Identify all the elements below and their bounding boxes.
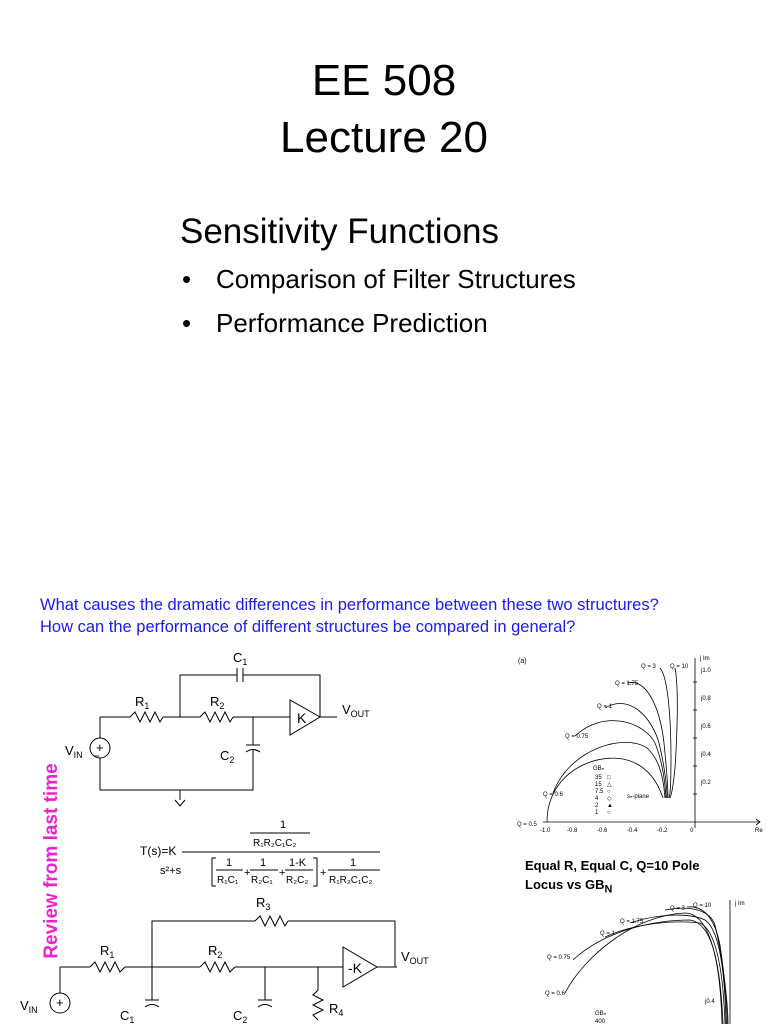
svg-text:R₁C₁: R₁C₁	[217, 875, 239, 886]
svg-text:Re: Re	[755, 828, 763, 834]
svg-text:(a): (a)	[518, 658, 527, 665]
svg-text:j1.0: j1.0	[701, 668, 711, 674]
svg-text:j0.4: j0.4	[701, 752, 711, 758]
svg-text:j Im: j Im	[700, 656, 710, 662]
svg-text:R1: $R_1$	[135, 694, 150, 711]
svg-text:R2: $R_2$	[208, 943, 223, 960]
circuit-diagram-2	[15, 895, 445, 1024]
svg-text:+: +	[279, 867, 286, 879]
svg-text:Q = 0.6: Q = 0.6	[543, 792, 563, 798]
svg-text:7.5: 7.5	[595, 789, 604, 795]
svg-text:Q = 0.75: Q = 0.75	[565, 734, 589, 740]
svg-text:Q = 10: Q = 10	[693, 903, 712, 909]
svg-text:+: +	[56, 995, 64, 1010]
svg-text:Q = 0.5: Q = 0.5	[517, 822, 537, 828]
svg-text:Q = 10: Q = 10	[670, 664, 689, 670]
svg-text:j0.4: j0.4	[705, 999, 715, 1005]
svg-text:Q = 1: Q = 1	[600, 931, 615, 937]
svg-text:R₂C₁: R₂C₁	[251, 875, 273, 886]
svg-text:1: 1	[595, 810, 599, 816]
svg-text:C1: $C_1$	[233, 650, 248, 667]
svg-text:R4: $R_4$	[329, 1001, 344, 1018]
svg-text:C1: $C_1$	[120, 1008, 135, 1024]
svg-text:R₁R₂C₁C₂: R₁R₂C₁C₂	[253, 838, 297, 849]
review-question: What causes the dramatic differences in performance between these two structures? How can the performance of different structures be compared in general?	[40, 596, 659, 636]
svg-text:15: 15	[595, 782, 602, 788]
svg-text:○: ○	[607, 810, 611, 816]
bullet-item: • Performance Prediction	[182, 308, 488, 338]
svg-text:Q = 1.75: Q = 1.75	[620, 919, 644, 925]
svg-text:−: −	[93, 749, 101, 763]
svg-text:j0.8: j0.8	[701, 696, 711, 702]
svg-text:2: 2	[595, 803, 599, 809]
pole-locus-plot-1	[515, 648, 768, 838]
svg-text:Q = 1.75: Q = 1.75	[615, 681, 639, 687]
svg-text:R2: $R_2$	[210, 694, 225, 711]
svg-text:VIN: $V_{IN}$	[65, 743, 83, 760]
svg-text:-0.6: -0.6	[597, 828, 608, 834]
svg-text:□: □	[607, 775, 611, 781]
svg-text:VOUT: $V_{OUT}$	[401, 949, 429, 966]
svg-text:C2: $C_2$	[220, 748, 235, 765]
section-heading: Sensitivity Functions	[180, 212, 500, 251]
svg-text:j Im: j Im	[735, 901, 745, 907]
svg-text:R₂C₂: R₂C₂	[286, 875, 309, 886]
bullet-item: • Comparison of Filter Structures	[182, 264, 576, 294]
svg-text:VOUT: $V_{OUT}$	[342, 702, 370, 719]
title-lecture: Lecture 20	[280, 113, 488, 162]
svg-text:R1: $R_1$	[100, 943, 115, 960]
svg-text:Q = 0.75: Q = 0.75	[547, 955, 571, 961]
svg-text:T(s)=K: T(s)=K	[140, 844, 177, 858]
svg-text:◇: ◇	[607, 796, 612, 802]
svg-text:+: +	[320, 867, 327, 879]
svg-text:○: ○	[607, 789, 611, 795]
svg-text:s²+s: s²+s	[160, 865, 182, 877]
svg-text:1: 1	[260, 857, 267, 869]
circuit-diagram-1	[55, 640, 395, 820]
svg-text:VIN: $V_{IN}$	[20, 998, 38, 1015]
pole-locus-plot-2	[515, 895, 768, 1024]
svg-text:-K: -K	[348, 960, 362, 976]
svg-text:sₙ-plane: sₙ-plane	[627, 794, 650, 800]
svg-text:-1.0: -1.0	[540, 828, 551, 834]
svg-text:△: △	[607, 782, 612, 788]
svg-text:-0.2: -0.2	[657, 828, 668, 834]
svg-text:400: 400	[595, 1019, 606, 1024]
plot-caption: Equal R, Equal C, Q=10 Pole Locus vs $GB_N$	[525, 858, 700, 896]
svg-text:4: 4	[595, 796, 599, 802]
svg-text:1: 1	[226, 857, 233, 869]
svg-text:K: K	[297, 710, 307, 726]
svg-text:j0.6: j0.6	[701, 724, 711, 730]
svg-text:35: 35	[595, 775, 602, 781]
svg-text:R₁R₂C₁C₂: R₁R₂C₁C₂	[329, 875, 373, 886]
svg-text:+: +	[96, 740, 104, 755]
svg-text:j0.2: j0.2	[701, 780, 711, 786]
svg-text:C2: $C_2$	[233, 1008, 248, 1024]
svg-text:Q = 3: Q = 3	[641, 664, 656, 670]
transfer-function	[140, 816, 390, 896]
svg-text:-0.8: -0.8	[567, 828, 578, 834]
title-course: EE 508	[311, 56, 457, 105]
svg-text:Q = 0.6: Q = 0.6	[545, 991, 565, 997]
svg-text:1: 1	[350, 857, 357, 869]
svg-text:1: 1	[280, 819, 287, 831]
svg-text:R3: $R_3$	[256, 895, 271, 912]
svg-text:Q = 3: Q = 3	[670, 906, 685, 912]
sidebar-review-label: Review from last time	[41, 763, 62, 959]
svg-text:GBₙ: GBₙ	[595, 1011, 607, 1017]
svg-text:+: +	[244, 867, 251, 879]
svg-text:1-K: 1-K	[289, 857, 307, 869]
svg-text:0: 0	[690, 828, 694, 834]
svg-text:-0.4: -0.4	[627, 828, 638, 834]
svg-text:Q = 1: Q = 1	[597, 704, 612, 710]
svg-text:GBₙ: GBₙ	[593, 766, 605, 772]
svg-text:▲: ▲	[607, 803, 613, 809]
